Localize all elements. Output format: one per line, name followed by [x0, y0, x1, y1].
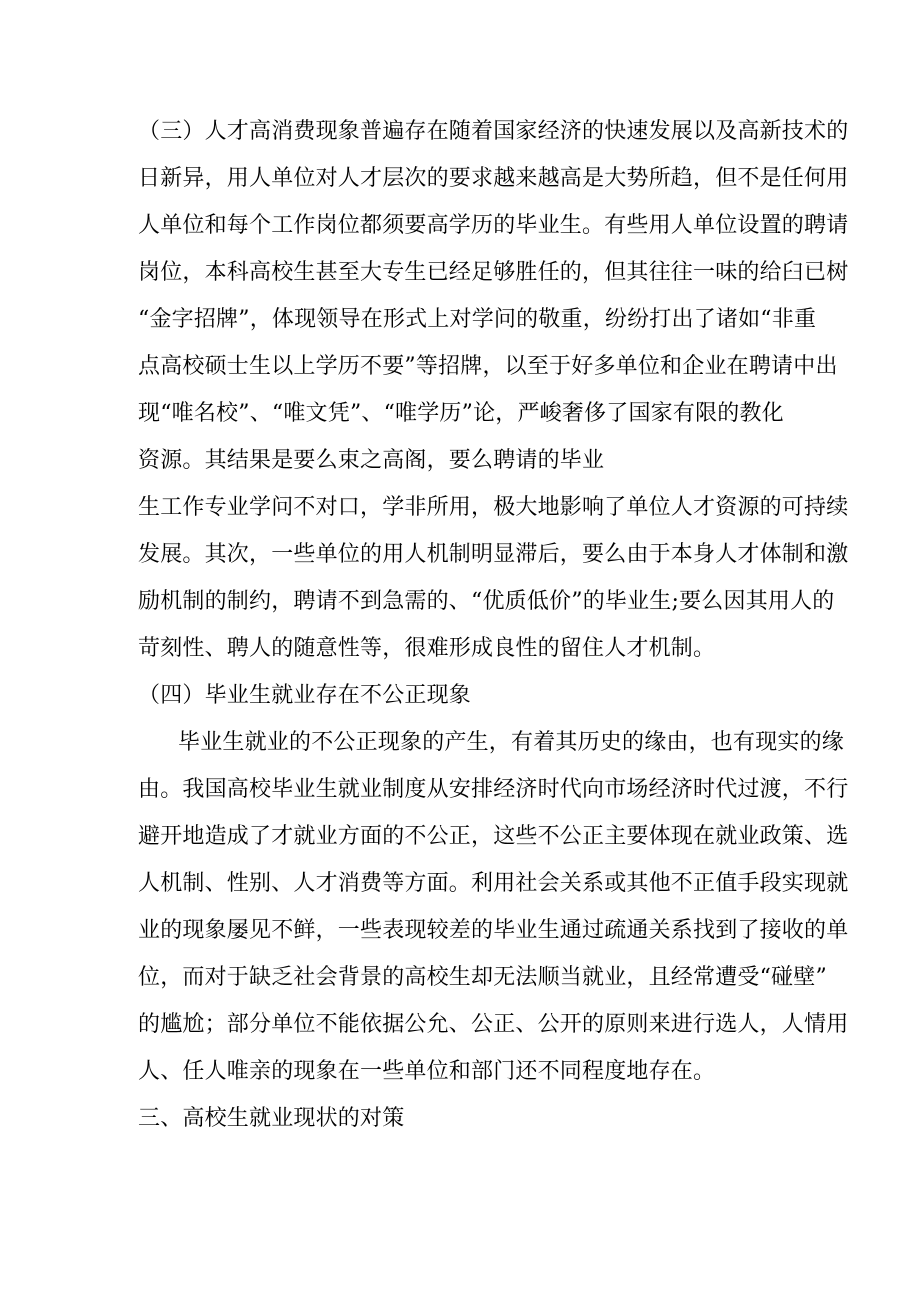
text-line: 人单位和每个工作岗位都须要高学历的毕业生。有些用人单位设置的聘请: [138, 213, 849, 238]
text-line: 避开地造成了才就业方面的不公正，这些不公正主要体现在就业政策、选: [138, 824, 849, 849]
text-line: 由。我国高校毕业生就业制度从安排经济时代向市场经济时代过渡，不行: [138, 777, 849, 802]
text-line: 的尴尬；部分单位不能依据公允、公正、公开的原则来进行选人，人情用: [138, 1012, 849, 1037]
text-line: 日新异，用人单位对人才层次的要求越来越高是大势所趋，但不是任何用: [138, 166, 849, 191]
text-line: “金字招牌”，体现领导在形式上对学问的敬重，纷纷打出了诸如“非重: [138, 307, 817, 332]
text-line: 励机制的制约，聘请不到急需的、“优质低价”的毕业生;要么因其用人的: [138, 589, 835, 614]
text-line: 位，而对于缺乏社会背景的高校生却无法顺当就业，且经常遭受“碰壁”: [138, 965, 827, 990]
text-line: 发展。其次，一些单位的用人机制明显滞后，要么由于本身人才体制和激: [138, 542, 849, 567]
text-line: 苛刻性、聘人的随意性等，很难形成良性的留住人才机制。: [138, 636, 716, 661]
section-heading: 三、高校生就业现状的对策: [138, 1106, 405, 1131]
section-heading: （四）毕业生就业存在不公正现象: [138, 683, 472, 708]
text-line: 岗位，本科高校生甚至大专生已经足够胜任的，但其往往一味的给臼已树: [138, 260, 849, 285]
paragraph-first-line: 毕业生就业的不公正现象的产生，有着其历史的缘由，也有现实的缘: [178, 730, 845, 755]
text-line: （三）人才高消费现象普遍存在随着国家经济的快速发展以及高新技术的: [138, 119, 849, 144]
text-line: 点高校硕士生以上学历不要”等招牌，以至于好多单位和企业在聘请中出: [138, 354, 838, 379]
text-line: 生工作专业学问不对口，学非所用，极大地影响了单位人才资源的可持续: [138, 495, 849, 520]
text-line: 人、任人唯亲的现象在一些单位和部门还不同程度地存在。: [138, 1059, 716, 1084]
text-line: 资源。其结果是要么束之高阁，要么聘请的毕业: [138, 448, 605, 473]
text-line: 人机制、性别、人才消费等方面。利用社会关系或其他不正值手段实现就: [138, 871, 849, 896]
text-line: 现“唯名校”、“唯文凭”、“唯学历”论，严峻奢侈了国家有限的教化: [138, 401, 784, 426]
text-line: 业的现象屡见不鲜，一些表现较差的毕业生通过疏通关系找到了接收的单: [138, 918, 849, 943]
